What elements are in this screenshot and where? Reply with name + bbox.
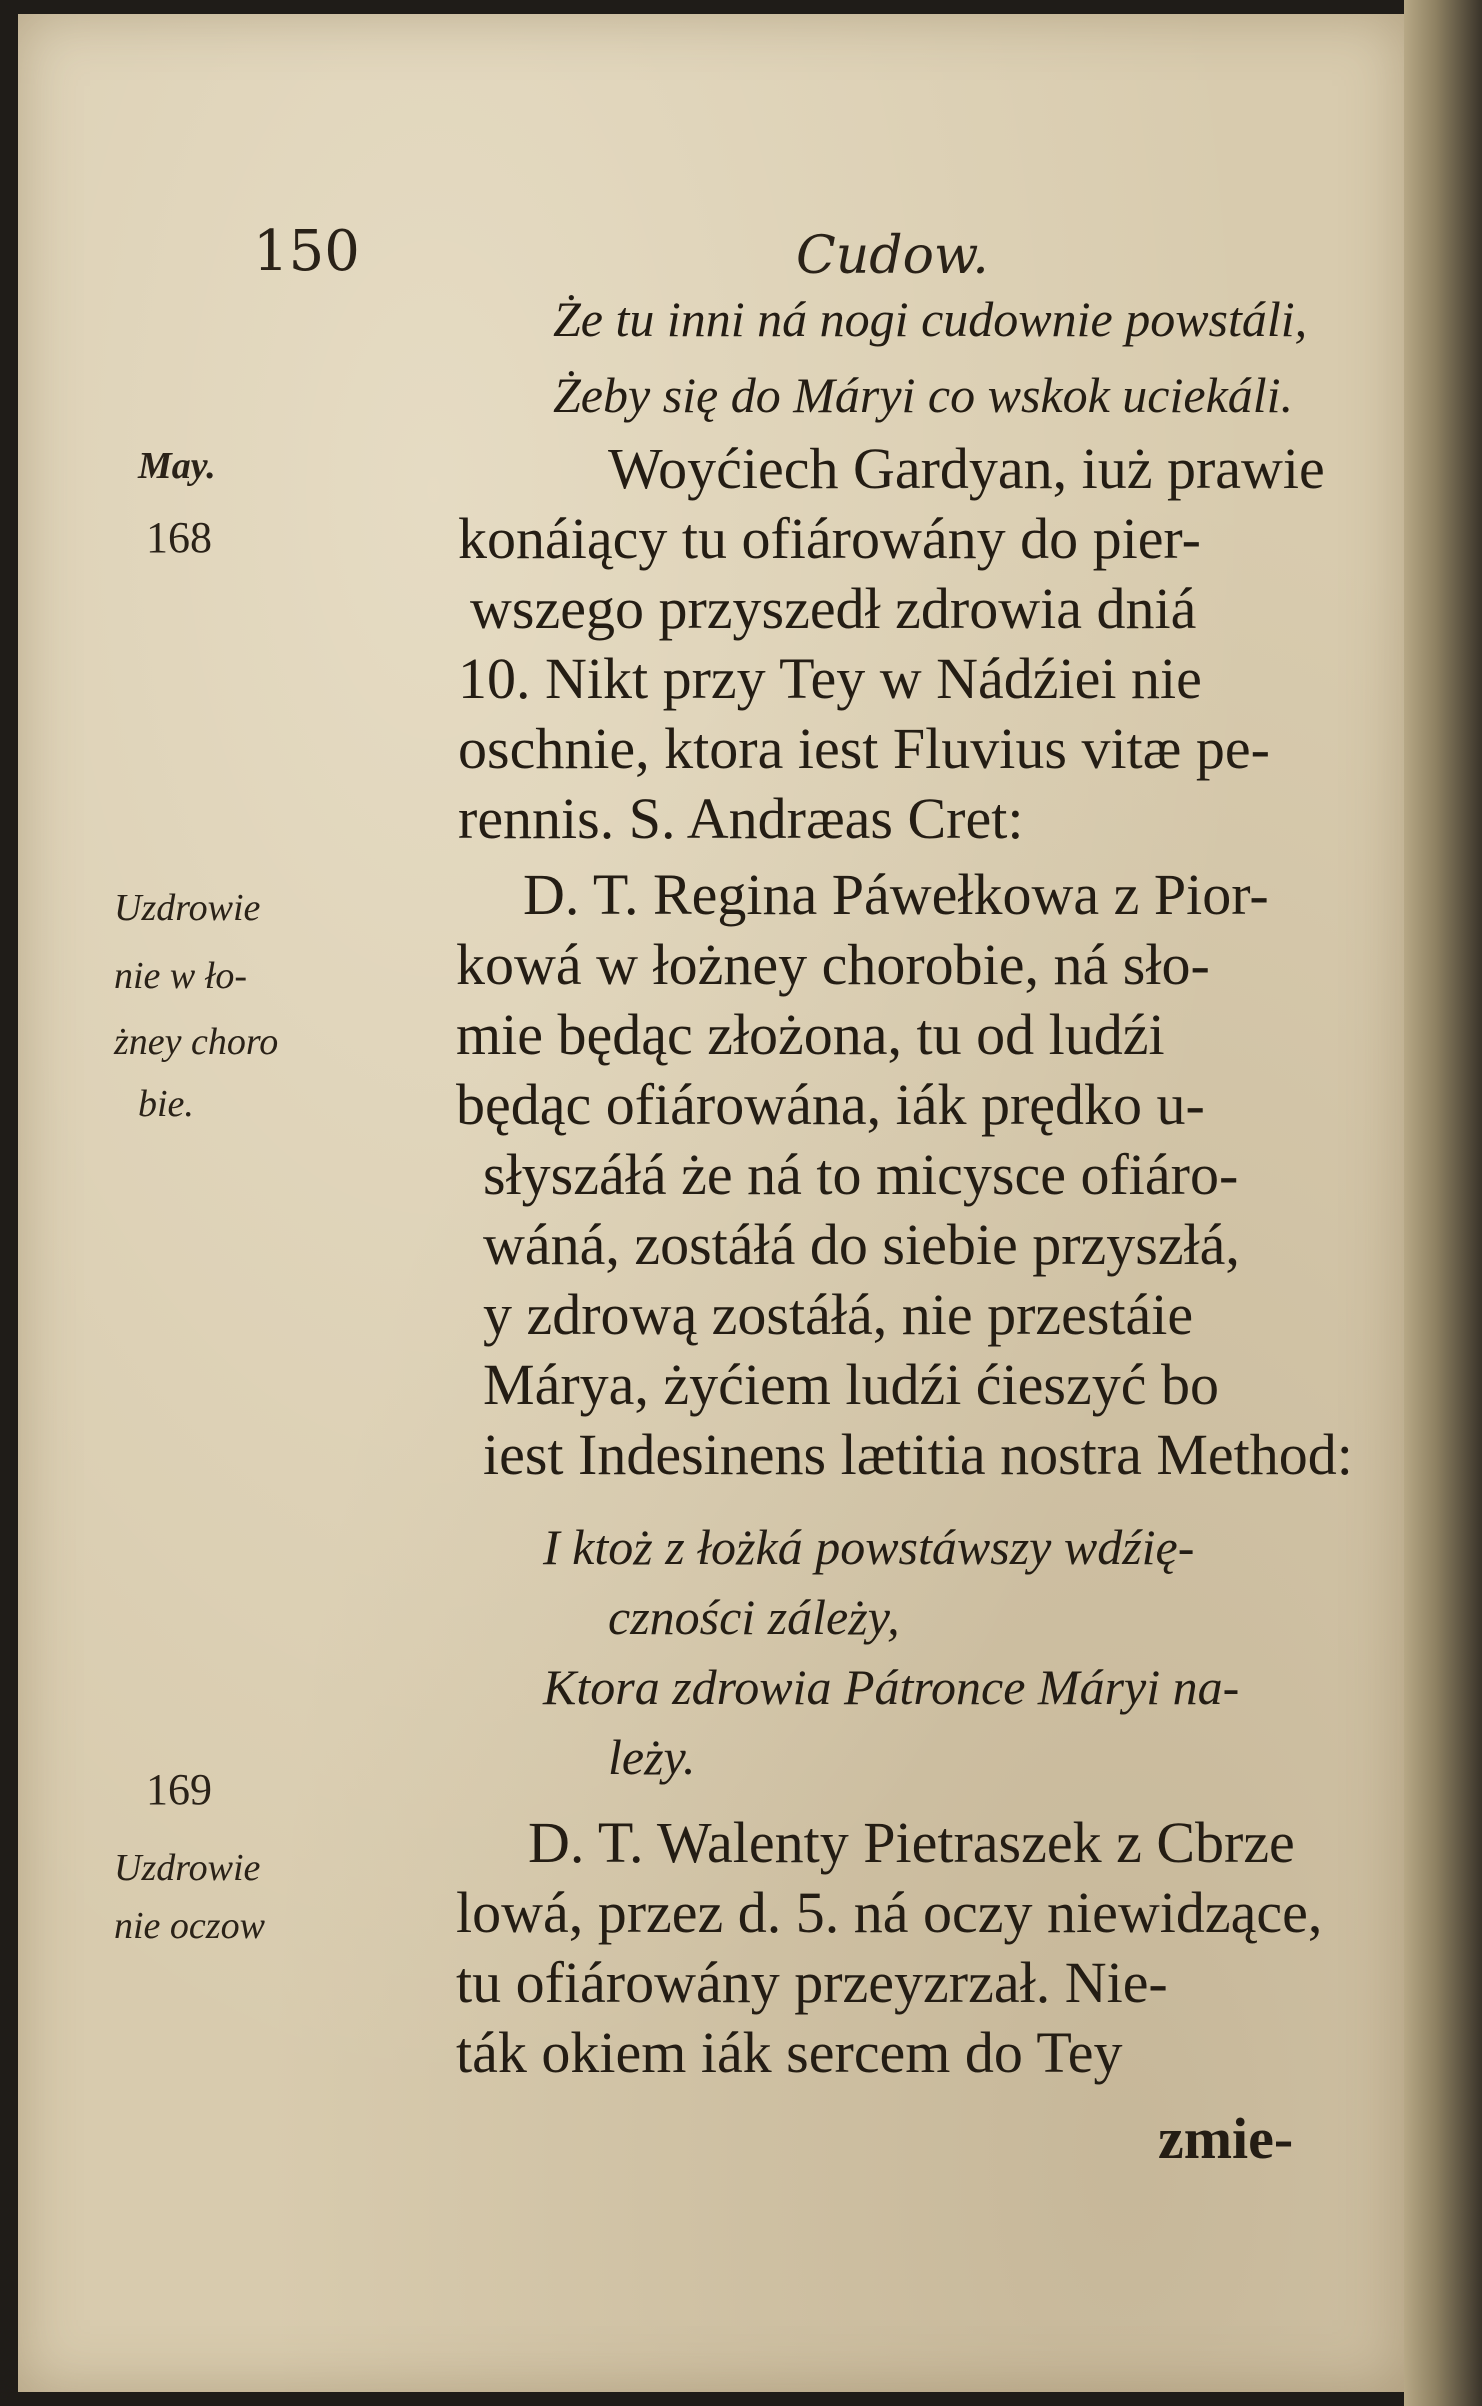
text-line-19: czności záleży, (608, 1589, 900, 1645)
text-line-05: wszego przyszedł zdrowia dniá (470, 576, 1197, 641)
text-line-23: lowá, przez d. 5. ná oczy niewidzące, (456, 1880, 1323, 1945)
text-line-06: 10. Nikt przy Tey w Nádźiei nie (458, 646, 1202, 711)
text-line-24: tu ofiárowány przeyzrzał. Nie- (456, 1950, 1168, 2015)
text-line-12: będąc ofiárowána, iák prędko u- (456, 1072, 1205, 1137)
text-line-10: kowá w łożney chorobie, ná sło- (456, 932, 1210, 997)
margin-note-1-line-3: żney choro (114, 1021, 279, 1063)
text-line-17: iest Indesinens lætitia nostra Method: (483, 1422, 1353, 1487)
text-line-03: Woyćiech Gardyan, iuż prawie (608, 436, 1325, 501)
text-line-04: konáiący tu ofiárowány do pier- (458, 506, 1201, 571)
margin-note-1-line-2: nie w ło- (114, 955, 247, 997)
text-line-14: wáná, zostáłá do siebie przyszłá, (483, 1212, 1240, 1277)
text-line-15: y zdrową zostáłá, nie przestáie (483, 1282, 1194, 1347)
text-line-13: słyszáłá że ná to micysce ofiáro- (483, 1142, 1239, 1207)
text-line-20: Ktora zdrowia Pátronce Máryi na- (543, 1659, 1240, 1715)
book-page (18, 14, 1404, 2392)
margin-note-may: May. (138, 445, 216, 487)
text-line-02: Żeby się do Máryi co wskok uciekáli. (553, 367, 1294, 423)
margin-note-1-line-1: Uzdrowie (114, 887, 261, 929)
running-head: Cudow. (796, 226, 989, 286)
text-line-09: D. T. Regina Páwełkowa z Pior- (523, 862, 1269, 927)
margin-note-1-line-4: bie. (138, 1083, 194, 1125)
text-line-08: rennis. S. Andræas Cret: (458, 786, 1024, 851)
margin-note-2-line-1: Uzdrowie (114, 1847, 261, 1889)
text-line-01: Że tu inni ná nogi cudownie powstáli, (553, 291, 1308, 347)
margin-number-168: 168 (146, 513, 212, 562)
text-line-18: I ktoż z łożká powstáwszy wdźię- (543, 1519, 1195, 1575)
text-line-11: mie będąc złożona, tu od ludźi (456, 1002, 1165, 1067)
margin-note-2-line-2: nie oczow (114, 1905, 265, 1947)
binding-gutter (1404, 0, 1482, 2406)
text-line-07: oschnie, ktora iest Fluvius vitæ pe- (458, 716, 1270, 781)
page-number: 150 (253, 219, 360, 284)
text-line-16: Márya, żyćiem ludźi ćieszyć bo (483, 1352, 1219, 1417)
text-line-22: D. T. Walenty Pietraszek z Cbrze (528, 1810, 1295, 1875)
text-line-25: ták okiem iák sercem do Tey (456, 2020, 1123, 2085)
text-line-21: leży. (608, 1729, 696, 1785)
margin-number-169: 169 (146, 1765, 212, 1814)
catchword: zmie- (1158, 2106, 1294, 2171)
